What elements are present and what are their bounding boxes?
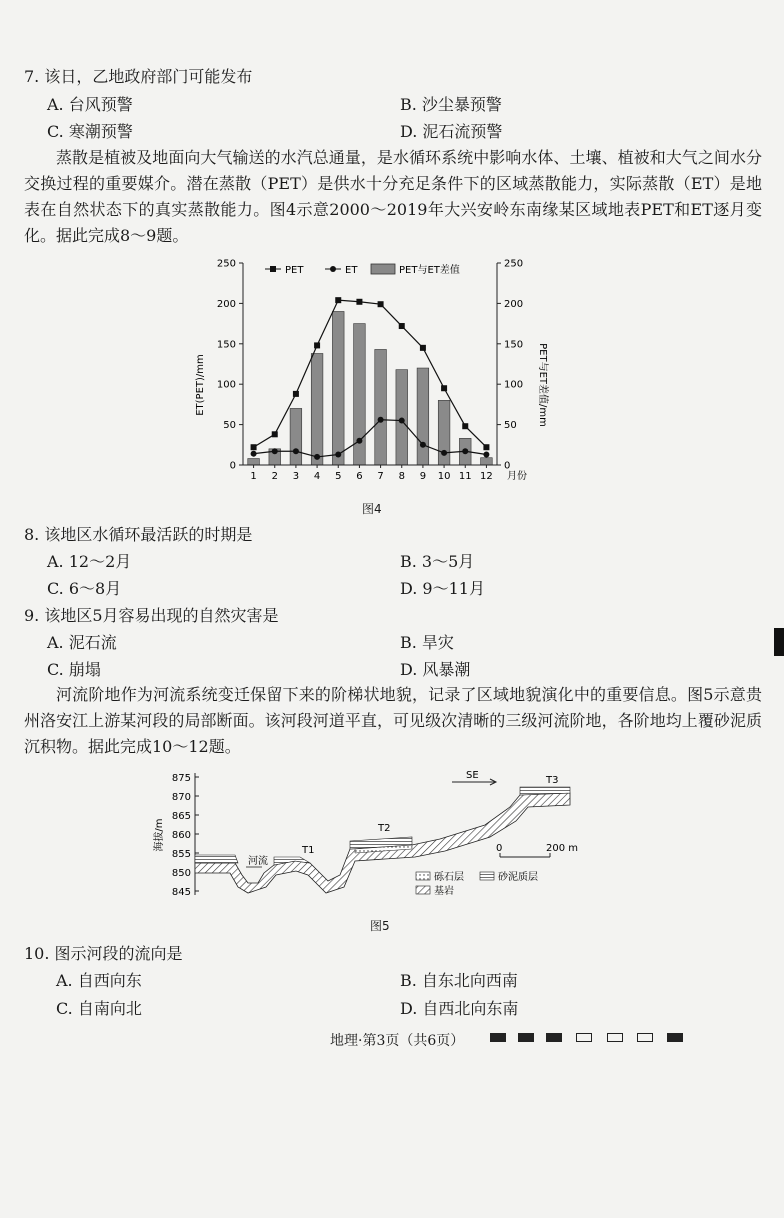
legend-bedrock: 基岩 <box>434 886 454 897</box>
q9-option-a: A. 泥石流 <box>47 633 117 652</box>
y2-tick-label: 150 <box>504 339 524 351</box>
et-point <box>483 451 489 457</box>
page-marker-square <box>518 1033 534 1042</box>
scale-distance: 200 m <box>546 843 579 854</box>
y2-tick-label: 250 <box>504 258 524 270</box>
page-marker-square <box>546 1033 562 1042</box>
figure-5-legend <box>416 870 538 897</box>
q9-option-d: D. 风暴潮 <box>400 660 471 679</box>
pet-legend-marker <box>270 266 276 272</box>
q10-option-d: D. 自西北向东南 <box>400 999 519 1018</box>
gravel-swatch <box>416 872 430 880</box>
y-tick-875: 875 <box>171 773 191 784</box>
pet-point <box>314 342 320 348</box>
q7-option-d: D. 泥石流预警 <box>400 122 503 141</box>
q7-option-c: C. 寒潮预警 <box>47 122 133 141</box>
terrace-t1-label: T1 <box>302 845 315 856</box>
edge-tab-mark <box>774 628 784 656</box>
diff-bar <box>311 353 323 465</box>
pet-point <box>293 391 299 397</box>
figure-5-caption: 图5 <box>370 919 390 933</box>
y2-tick-label: 50 <box>504 420 517 432</box>
diff-legend-swatch <box>371 264 395 274</box>
sand-swatch <box>480 872 494 880</box>
diff-bar <box>481 458 493 465</box>
y2-tick-label: 100 <box>504 379 524 391</box>
q7-stem: 7. 该日，乙地政府部门可能发布 <box>24 67 253 86</box>
et-point <box>272 448 278 454</box>
y2-tick-label: 200 <box>504 298 524 310</box>
y-tick-870: 870 <box>171 792 191 803</box>
pet-point <box>420 345 426 351</box>
et-point <box>335 451 341 457</box>
q10-option-a: A. 自西向东 <box>56 971 142 990</box>
q8-option-c: C. 6～8月 <box>47 579 122 598</box>
x-tick-label: 10 <box>437 471 451 482</box>
q10-option-c: C. 自南向北 <box>56 999 142 1018</box>
page-footer: 地理·第3页（共6页） <box>330 1033 465 1049</box>
terrace-t3-label: T3 <box>546 775 559 786</box>
figure-4-chart <box>185 255 555 500</box>
passage-evapotranspiration: 蒸散是植被及地面向大气输送的水汽总通量，是水循环系统中影响水体、土壤、植被和大气之间水分交换过程的重要媒介。潜在蒸散（PET）是供水十分充足条件下的区域蒸散能力，实际蒸散（ET）是地表在自然状态下的真实蒸散能力。图4示意2000～2019年大兴安岭东南缘某区域地表PET和ET逐月变化。据此完成8～9题。 <box>24 148 762 245</box>
scale-zero: 0 <box>496 843 503 854</box>
q10-stem: 10. 图示河段的流向是 <box>24 944 183 963</box>
x-tick-label: 3 <box>292 471 300 482</box>
y-tick-865: 865 <box>171 811 191 822</box>
y-axis-left-label: ET(PET)/mm <box>195 354 206 416</box>
y-tick-855: 855 <box>171 849 191 860</box>
et-legend-marker <box>330 266 336 272</box>
q9-option-b: B. 旱灾 <box>400 633 454 652</box>
y-tick-850: 850 <box>171 868 191 879</box>
diff-bar <box>396 370 408 465</box>
x-tick-label: 8 <box>398 471 405 482</box>
pet-point <box>251 444 257 450</box>
page-marker-square <box>576 1033 592 1042</box>
x-tick-label: 6 <box>356 471 363 482</box>
page-marker-square <box>607 1033 623 1042</box>
y-tick-label: 150 <box>216 339 236 351</box>
q7-option-a: A. 台风预警 <box>47 95 133 114</box>
y-tick-label: 50 <box>223 420 236 432</box>
et-point <box>420 442 426 448</box>
x-tick-label: 2 <box>271 471 278 482</box>
x-tick-label: 4 <box>313 471 321 482</box>
pet-point <box>378 301 384 307</box>
legend-et: ET <box>345 265 358 276</box>
figure-5-cross-section <box>150 765 590 905</box>
page-marker-square <box>490 1033 506 1042</box>
pet-point <box>356 299 362 305</box>
figure-4-legend <box>265 263 460 276</box>
diff-bar <box>248 459 260 465</box>
passage-river-terraces: 河流阶地作为河流系统变迁保留下来的阶梯状地貌，记录了区域地貌演化中的重要信息。图5示意贵州洛安江上游某河段的局部断面。该河段河道平直，可见级次清晰的三级河流阶地，各阶地均上覆砂泥质沉积物。据此完成10～12题。 <box>24 685 762 756</box>
river-label: 河流 <box>248 856 268 867</box>
pet-point <box>335 297 341 303</box>
diff-bar <box>332 311 344 465</box>
direction-label: SE <box>466 770 479 781</box>
diff-bar <box>417 368 429 465</box>
figure-5-y-label: 海拔/m <box>154 818 165 852</box>
x-tick-label: 9 <box>419 471 427 482</box>
et-point <box>314 454 320 460</box>
q9-option-c: C. 崩塌 <box>47 660 101 679</box>
y-tick-label: 0 <box>229 460 236 472</box>
x-tick-label: 12 <box>480 471 493 482</box>
legend-sand: 砂泥质层 <box>498 872 538 883</box>
y-tick-860: 860 <box>171 830 191 841</box>
legend-diff: PET与ET差值 <box>399 265 460 276</box>
x-tick-label: 1 <box>250 471 257 482</box>
et-point <box>441 450 447 456</box>
legend-gravel: 砾石层 <box>434 872 464 883</box>
bedrock-swatch <box>416 886 430 894</box>
x-tick-label: 7 <box>377 471 384 482</box>
q9-stem: 9. 该地区5月容易出现的自然灾害是 <box>24 606 279 625</box>
page-marker-square <box>667 1033 683 1042</box>
legend-pet: PET <box>285 265 304 276</box>
pet-point <box>462 423 468 429</box>
diff-bar <box>290 408 302 465</box>
et-point <box>378 417 384 423</box>
pet-point <box>441 385 447 391</box>
et-point <box>462 448 468 454</box>
y-tick-label: 100 <box>216 379 236 391</box>
terrace-t2-label: T2 <box>378 823 391 834</box>
pet-point <box>483 444 489 450</box>
diff-bar <box>375 349 387 465</box>
x-axis-unit: 月份 <box>507 471 527 482</box>
q7-option-b: B. 沙尘暴预警 <box>400 95 502 114</box>
pet-point <box>272 431 278 437</box>
q8-option-a: A. 12～2月 <box>47 552 132 571</box>
figure-4-caption: 图4 <box>362 502 382 516</box>
q8-option-b: B. 3～5月 <box>400 552 475 571</box>
pet-point <box>399 323 405 329</box>
x-tick-label: 5 <box>335 471 342 482</box>
et-point <box>356 438 362 444</box>
page-marker-square <box>637 1033 653 1042</box>
et-point <box>399 418 405 424</box>
q8-stem: 8. 该地区水循环最活跃的时期是 <box>24 525 253 544</box>
y-tick-label: 200 <box>216 298 236 310</box>
x-tick-label: 11 <box>458 471 472 482</box>
et-point <box>293 448 299 454</box>
y-tick-label: 250 <box>216 258 236 270</box>
left-bank-sand-layer <box>195 855 238 863</box>
et-line <box>254 420 487 457</box>
et-point <box>251 451 257 457</box>
q8-option-d: D. 9～11月 <box>400 579 485 598</box>
q10-option-b: B. 自东北向西南 <box>400 971 518 990</box>
y2-tick-label: 0 <box>504 460 511 472</box>
pet-line <box>254 300 487 447</box>
y-axis-right-label: PET与ET差值/mm <box>537 343 548 427</box>
y-tick-845: 845 <box>171 887 191 898</box>
